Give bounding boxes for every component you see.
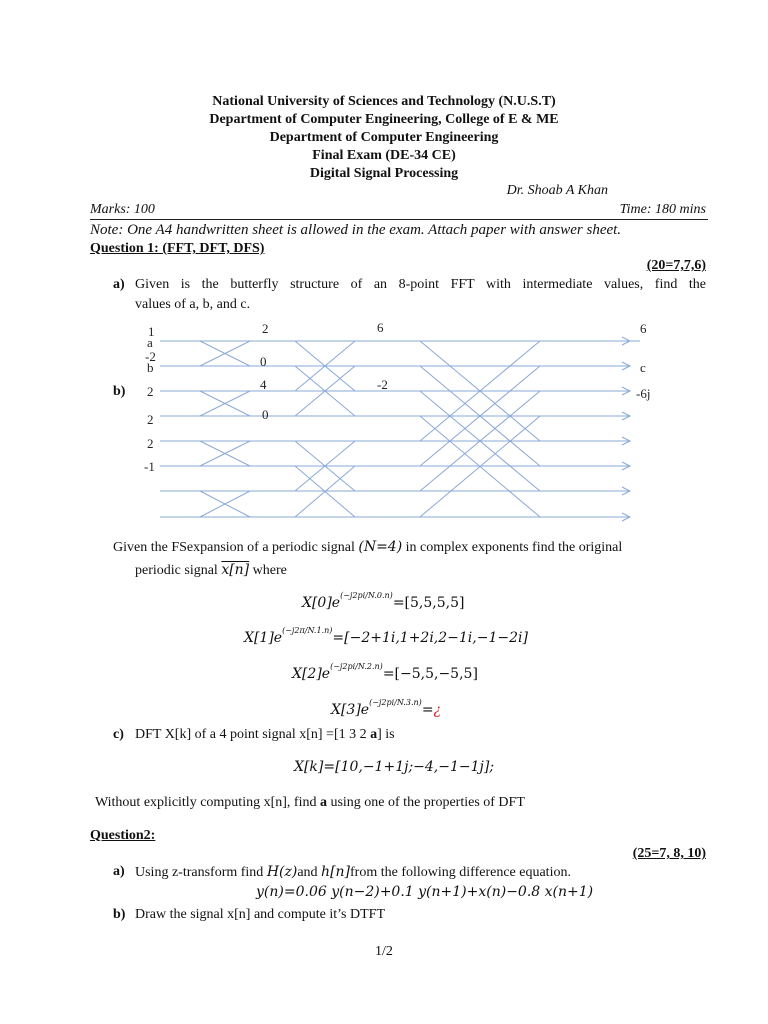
bf-output-0: 6 <box>640 321 647 336</box>
q2a-label: a) <box>113 864 125 879</box>
eq-difference: y(n)=0.06 y(n−2)+0.1 y(n+1)+x(n)−0.8 x(n+1) <box>256 884 594 900</box>
q2-title: Question2: <box>90 828 156 843</box>
bf-input-4: 2 <box>147 384 154 399</box>
bf-input-0: 1 <box>148 324 155 339</box>
q2b-text: Draw the signal x[n] and compute it’s DTFT <box>135 907 386 922</box>
bf-stage1-1: 0 <box>260 354 267 369</box>
university-name: National University of Sciences and Technology (N.U.S.T) <box>212 94 556 109</box>
q1c-label: c) <box>113 727 124 742</box>
bf-input-6: 2 <box>147 436 154 451</box>
total-marks: Marks: 100 <box>90 202 155 217</box>
bf-input-3: b <box>147 360 154 375</box>
eq-dft: X[k]=[10,−1+1j;−4,−1−1j]; <box>294 759 495 775</box>
department-college: Department of Computer Engineering, College of E & ME <box>209 112 559 127</box>
exam-note: Note: One A4 handwritten sheet is allowed in the exam. Attach paper with answer sheet. <box>90 222 622 238</box>
bf-stage1-2: 4 <box>260 377 267 392</box>
eq-x3: $X[3]e^{(-j2pi/N.3.n)}=¿$ <box>331 698 442 718</box>
q1b-text-line2: periodic signal x[n] where <box>135 562 287 578</box>
course-title: Digital Signal Processing <box>309 166 459 181</box>
bf-stage2-0: 6 <box>377 320 384 335</box>
exam-time: Time: 180 mins <box>619 202 706 217</box>
bf-stage1-0: 2 <box>262 321 269 336</box>
bf-input-1: a <box>147 335 153 350</box>
q1c-tail: Without explicitly computing x[n], find a using one of the properties of DFT <box>95 795 525 810</box>
q2a-text: Using z-transform find H(z)and h[n]from the following difference equation. <box>135 864 571 880</box>
q1a-text-line2: values of a, b, and c. <box>135 297 251 312</box>
bf-input-2: -2 <box>145 349 156 364</box>
q1b-label: b) <box>113 384 126 399</box>
bf-input-5: 2 <box>147 412 154 427</box>
q2-marks: (25=7, 8, 10) <box>632 846 706 861</box>
q1c-text: DFT X[k] of a 4 point signal x[n] =[1 3 2 a] is <box>135 727 395 742</box>
bf-output-1: c <box>640 360 646 375</box>
eq-x2: $X[2]e^{(-j2pi/N.2.n)}=[-5,5,-5,5]$ <box>292 662 478 682</box>
q1a-label: a) <box>113 277 125 292</box>
q2b-label: b) <box>113 907 126 922</box>
q1b-text-line1: Given the FSexpansion of a periodic signal (N=4) in complex exponents find the original <box>113 539 623 555</box>
instructor-name: Dr. Shoab A Khan <box>506 183 608 198</box>
eq-x0: $X[0]e^{(-j2pi/N.0.n)}=[5,5,5,5]$ <box>302 591 465 611</box>
bf-output-2: -6j <box>636 386 651 401</box>
bf-stage1-3: 0 <box>262 407 269 422</box>
department: Department of Computer Engineering <box>269 130 499 145</box>
bf-input-7: -1 <box>144 459 155 474</box>
q1-title: Question 1: (FFT, DFT, DFS) <box>90 241 265 256</box>
bf-stage2-1: -2 <box>377 377 388 392</box>
eq-x1: $X[1]e^{(-j2\pi/N.1.n)}=[-2+1i,1+2i,2-1i,-1-2i]$ <box>244 626 528 646</box>
q1-marks: (20=7,7,6) <box>646 258 706 273</box>
exam-title: Final Exam (DE-34 CE) <box>312 148 456 163</box>
q1a-text-line1: Given is the butterfly structure of an 8-point FFT with intermediate values, find the <box>135 277 706 292</box>
page-number: 1/2 <box>375 944 393 959</box>
